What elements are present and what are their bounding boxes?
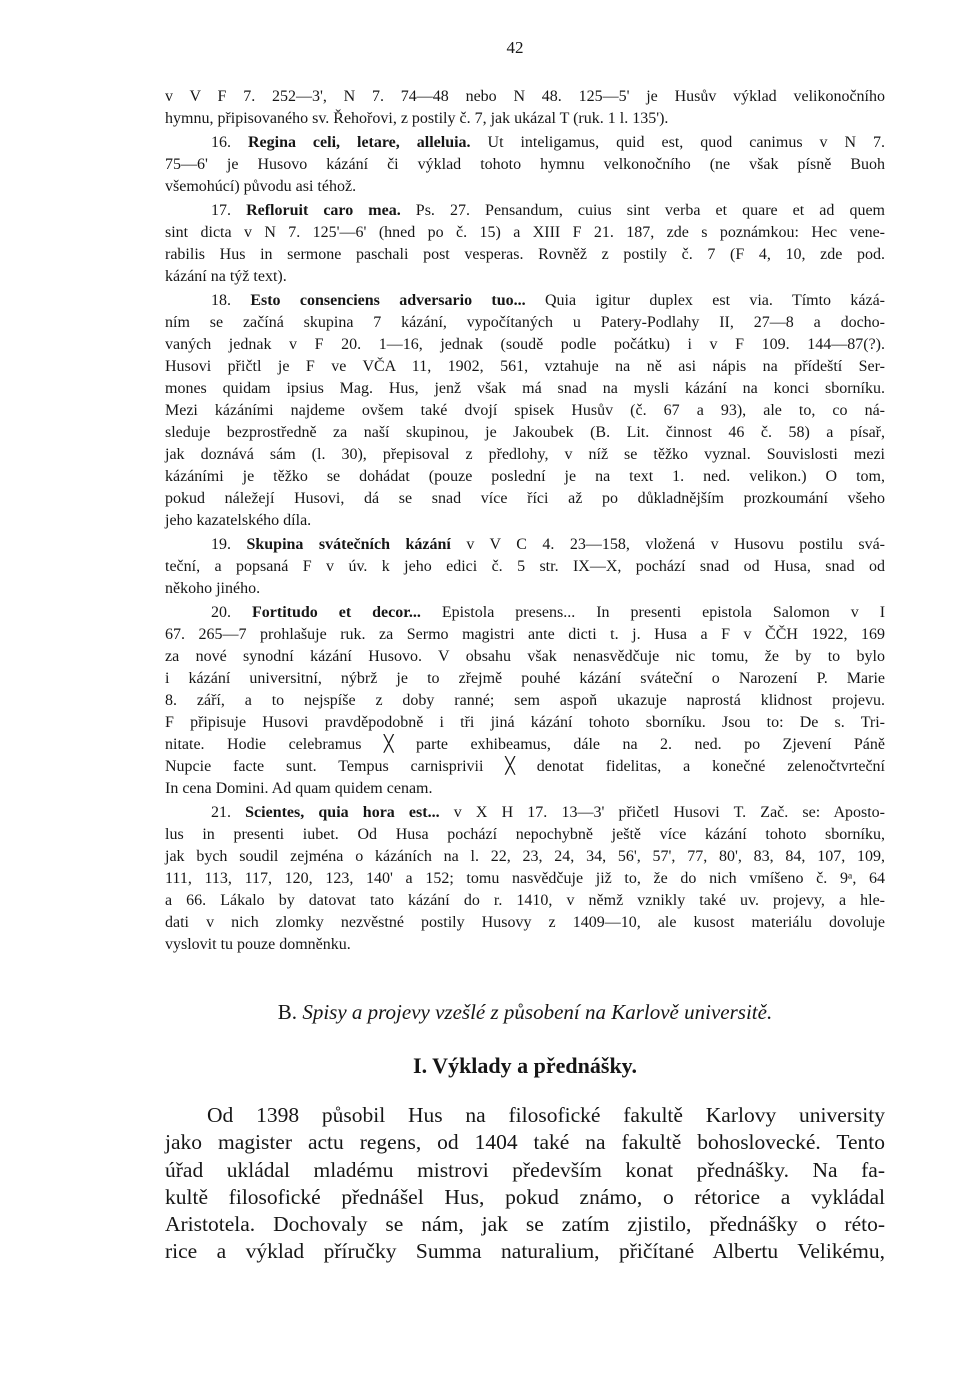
text-line: rabilis Hus in sermone paschali post vesperas. Rovněž z postily č. 7 (F 4, 10, zde pod. [165, 246, 885, 263]
text-line: všemohúcí) původu asi téhož. [165, 178, 357, 195]
page-number: 42 [506, 38, 524, 57]
text-line: kázáními je těžko se dohádat (pouze poslední je na text 1. ned. velikon.) O tom, [165, 468, 885, 485]
item-title: Esto consenciens adversario tuo... [250, 292, 526, 309]
item-number: 21. [211, 804, 231, 821]
text-line: jak doznává sám (l. 30), přepisoval z předlohy, v níž se těžko vyznal. Souvislosti mezi [165, 446, 885, 463]
item-number: 17. [211, 202, 231, 219]
text-line: ním se začíná skupina 7 kázání, vypočítaných u Patery-Podlahy II, 27—8 a docho- [165, 314, 885, 331]
body-paragraph [165, 1102, 885, 1266]
text-line: nitate. Hodie celebramus ╳ parte exhibeamus, dále na 2. ned. po Zjevení Páně [165, 736, 885, 753]
item-text: Ut inteligamus, quid est, quod canimus v N 7. [487, 134, 886, 151]
text-line: dati v nich zlomky nezvěstné postily Husovy z 1409—10, ale kusost materiálu dovoluje [165, 914, 885, 931]
text-line: vyslovit tu pouze domněnku. [165, 936, 351, 953]
item-title: Refloruit caro mea. [246, 202, 401, 219]
text-line: Mezi kázáními najdeme ovšem také dvojí spisek Husův (č. 67 a 93), ale to, co ná- [165, 402, 885, 419]
text-line: Nupcie facte sunt. Tempus carnisprivii ╳ denotat fidelitas, a konečné zelenočtvrteční [165, 758, 885, 775]
item-text: Ps. 27. Pensandum, cuius sint verba et quare et ad quem [415, 202, 886, 219]
text-line [165, 602, 885, 624]
subsection-heading: I. Výklady a přednášky. [413, 1053, 637, 1078]
item-title: Scientes, quia hora est... [245, 804, 440, 821]
note-item-16 [165, 132, 885, 198]
text-line [165, 802, 885, 824]
section-heading [165, 998, 885, 1026]
text-line: F připisuje Husovi pravděpodobně i tři jiná kázání tohoto sborníku. Jsou to: De s. Tri- [165, 714, 885, 731]
text-line: i kázání universitní, nýbrž je to zřejmě pouhé kázání sváteční o Narození P. Marie [165, 670, 885, 687]
item-number: 16. [211, 134, 231, 151]
text-line: 67. 265—7 prohlašuje ruk. za Sermo magistri ante dicti t. j. Husa a F v ČČH 1922, 169 [165, 626, 885, 643]
item-number: 18. [211, 292, 231, 309]
item-text: v V C 4. 23—158, vložená v Husovu postilu svá- [466, 536, 886, 553]
item-text: Epistola presens... In presenti epistola Salomon v I [441, 604, 886, 621]
text-line: teční, a popsaná F v úv. k jeho edici č. 5 str. IX—X, pochází snad od Husa, snad od [165, 558, 885, 575]
note-item-20 [165, 602, 885, 800]
item-number: 19. [211, 536, 231, 553]
section-letter: B. [277, 1000, 298, 1024]
note-item-21 [165, 802, 885, 956]
text-line: sint dicta v N 7. 125'—6' (hned po č. 15) a XIII F 21. 187, zde s poznámkou: Hec vene- [165, 224, 885, 241]
section-title: Spisy a projevy vzešlé z působení na Karlově universitě. [302, 1000, 773, 1024]
text-line: za nové synodní kázání Husovo. V obsahu však nenasvědčuje nic tomu, že by to bylo [165, 648, 885, 665]
text-line: rice a výklad příručky Summa naturalium, přičítané Albertu Velikému, [165, 1239, 885, 1264]
text-line: jeho kazatelského díla. [165, 512, 312, 529]
text-line: 111, 113, 117, 120, 123, 140' a 152; tomu nasvědčuje již to, že do nich vmíšeno č. 9ᵃ, 64 [165, 870, 885, 887]
notes-column [165, 86, 885, 956]
text-line: jak bych soudil zejména o kázáních na l. 22, 23, 24, 34, 56', 57', 77, 80', 83, 84, 107, 109, [165, 848, 885, 865]
text-line: Od 1398 působil Hus na filosofické fakultě Karlovy university [207, 1103, 885, 1127]
text-line: v V F 7. 252—3', N 7. 74—48 nebo N 48. 125—5' je Husův výklad velikonočního [165, 88, 885, 105]
text-line: mones quidam ipsius Mag. Hus, jenž však má snad na mysli kázání na konci sborníku. [165, 380, 885, 397]
text-line: In cena Domini. Ad quam quidem cenam. [165, 780, 433, 797]
text-line: a 66. Lákalo by datovat tato kázání do r. 1410, v němž vznikly také uv. projevy, a hle- [165, 892, 885, 909]
text-line: kultě filosofické přednášel Hus, pokud známo, o rétorice a vykládal [165, 1184, 885, 1209]
text-line: Husovi přičtl je F ve VČA 11, 1902, 561, vztahuje na ně asi nápis na přídeští Ser- [165, 358, 885, 375]
text-line: vaných jednak v F 20. 1—16, jednak (soudě podle počátku) i v F 109. 144—87(?). [165, 336, 885, 353]
text-line [165, 200, 885, 222]
intro-paragraph [165, 86, 885, 130]
text-line [165, 132, 885, 154]
text-line: 75—6' je Husovo kázání či výklad tohoto hymnu velkonočního (ne však písně Buoh [165, 156, 885, 173]
note-item-17 [165, 200, 885, 288]
item-number: 20. [211, 604, 231, 621]
text-line: hymnu, připisovaného sv. Řehořovi, z postily č. 7, jak ukázal T (ruk. 1 l. 135'). [165, 110, 669, 127]
item-text: Quia igitur duplex est via. Tímto kázá- [544, 292, 886, 309]
note-item-19 [165, 534, 885, 600]
text-line [165, 290, 885, 312]
text-line: pokud náležejí Husovi, dá se snad více říci až po důkladnějším prozkoumání všeho [165, 490, 885, 507]
text-line: jako magister actu regens, od 1404 také na fakultě bohoslovecké. Tento [165, 1130, 885, 1155]
text-line [165, 534, 885, 556]
text-line: lus in presenti iubet. Od Husa pochází nepochybně ještě více kázání tohoto sborníku, [165, 826, 885, 843]
item-title: Regina celi, letare, alleluia. [247, 134, 471, 151]
item-title: Fortitudo et decor... [251, 604, 421, 621]
item-text: v X H 17. 13—3' přičetl Husovi T. Zač. se: Aposto- [453, 804, 886, 821]
text-line: 8. září, a to nejspíše z doby ranné; sem aspoň ukazuje naprostá klidnost projevu. [165, 692, 885, 709]
text-line: úřad ukládal mladému mistrovi především konat přednášky. Na fa- [165, 1157, 885, 1182]
text-line: někoho jiného. [165, 580, 261, 597]
text-line: kázání na týž text). [165, 268, 287, 285]
item-title: Skupina svátečních kázání [246, 536, 451, 553]
text-line: sleduje bezprostředně za naší skupinou, je Jakoubek (B. Lit. činnost 46 č. 58) a písař, [165, 424, 885, 441]
note-item-18 [165, 290, 885, 532]
text-line: Aristotela. Dochovaly se nám, jak se zatím zjistilo, přednášky o réto- [165, 1212, 885, 1237]
